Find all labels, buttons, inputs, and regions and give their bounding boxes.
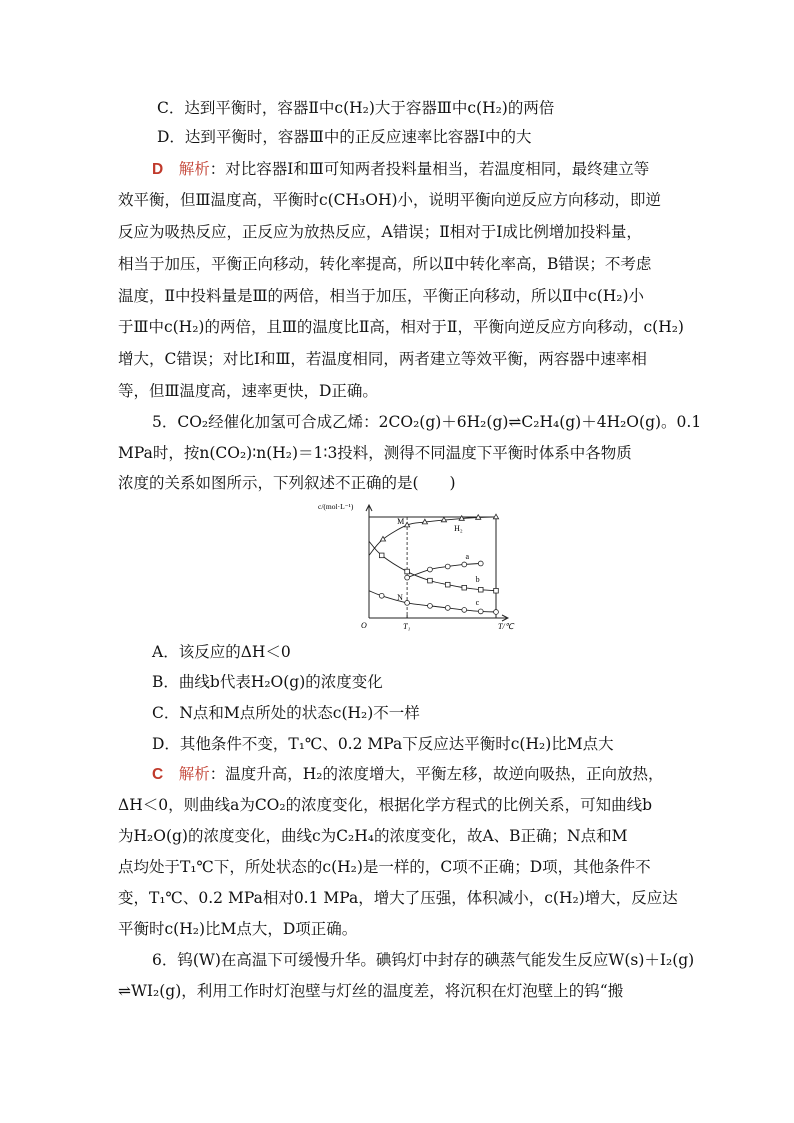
question-6-stem: ⇌WI₂(g)，利用工作时灯泡壁与灯丝的温度差，将沉积在灯泡壁上的钨“搬	[118, 982, 624, 1000]
chart-axes	[366, 505, 508, 621]
analysis-4-first-line	[152, 158, 649, 181]
analysis-text: ：对比容器Ⅰ和Ⅲ可知两者投料量相当，若温度相同，最终建立等	[209, 160, 650, 178]
data-point-3-8	[494, 588, 499, 593]
analysis-4-line: 等，但Ⅲ温度高，速率更快，D正确。	[118, 382, 378, 400]
question-5-stem: 浓度的关系如图所示，下列叙述不正确的是( )	[118, 474, 456, 492]
analysis-4-line: 反应为吸热反应，正反应为放热反应，A错误；Ⅱ相对于Ⅰ成比例增加投料量，	[118, 223, 642, 241]
data-point-2-5	[478, 561, 483, 566]
t1-tick-label: T₁	[403, 622, 411, 631]
x-axis-label: T/℃	[498, 622, 514, 631]
analysis-5-line: 点均处于T₁℃下，所处状态的c(H₂)是一样的，C项不正确；D项，其他条件不	[118, 858, 651, 876]
option-b: B．曲线b代表H₂O(g)的浓度变化	[152, 673, 383, 691]
data-point-1-2	[380, 536, 385, 541]
analysis-4-line: 温度，Ⅱ中投料量是Ⅲ的两倍，相当于加压，平衡正向移动，所以Ⅱ中c(H₂)小	[118, 287, 645, 305]
answer-letter: C	[152, 766, 164, 783]
origin-label: O	[361, 621, 367, 630]
analysis-text: ：温度升高，H₂的浓度增大，平衡左移，故逆向吸热，正向放热，	[209, 765, 664, 783]
annotation-m: M	[397, 517, 405, 527]
question-5-stem: MPa时，按n(CO₂)∶n(H₂)＝1∶3投料，测得不同温度下平衡时体系中各物质	[118, 444, 632, 462]
question-6-stem: 6．钨(W)在高温下可缓慢升华。碘钨灯中封存的碘蒸气能发生反应W(s)＋I₂(g)	[152, 951, 695, 969]
series-label-2: a	[465, 551, 470, 561]
series-line-2	[407, 563, 481, 577]
analysis-4-line: 效平衡，但Ⅲ温度高，平衡时c(CH₃OH)小，说明平衡向逆反应方向移动，即逆	[118, 191, 662, 209]
option-c: C．N点和M点所处的状态c(H₂)不一样	[152, 704, 420, 722]
data-point-4-5	[445, 606, 450, 611]
option-d: D．其他条件不变，T₁℃、0.2 MPa下反应达平衡时c(H₂)比M点大	[152, 735, 614, 753]
data-point-4-7	[478, 609, 483, 614]
data-point-2-2	[428, 567, 433, 572]
data-point-4-2	[379, 593, 384, 598]
concentration-temperature-chart	[318, 498, 522, 633]
series-label-1: H₂	[454, 524, 463, 534]
analysis-5-line: ΔH＜0，则曲线a为CO₂的浓度变化，根据化学方程式的比例关系，可知曲线b	[118, 796, 653, 814]
data-point-2-4	[462, 562, 467, 567]
series-label-3: b	[475, 575, 480, 585]
analysis-4-line: 相当于加压，平衡正向移动，转化率提高，所以Ⅱ中转化率高，B错误；不考虑	[118, 255, 652, 273]
option-c-prev: C．达到平衡时，容器Ⅱ中c(H₂)大于容器Ⅲ中c(H₂)的两倍	[157, 99, 555, 117]
data-point-4-3	[405, 600, 410, 605]
data-point-2-3	[445, 564, 450, 569]
data-point-4-6	[462, 608, 467, 613]
y-axis-label: c/(mol·L⁻¹)	[318, 502, 354, 511]
series-label-4: c	[475, 597, 480, 607]
data-point-4-8	[494, 610, 499, 615]
analysis-label: 解析	[178, 160, 210, 178]
data-point-2-1	[405, 575, 410, 580]
annotation-n: N	[397, 592, 403, 602]
option-a: A．该反应的ΔH＜0	[152, 643, 291, 661]
data-point-3-7	[478, 587, 483, 592]
analysis-4-line: 于Ⅲ中c(H₂)的两倍，且Ⅲ的温度比Ⅱ高，相对于Ⅱ，平衡向逆反应方向移动，c(H₂)	[118, 318, 684, 336]
question-5-stem: 5．CO₂经催化加氢可合成乙烯：2CO₂(g)＋6H₂(g)⇌C₂H₄(g)＋4H₂O(g)。0.1	[152, 413, 702, 431]
data-point-3-3	[405, 569, 410, 574]
answer-letter: D	[152, 161, 164, 178]
data-point-3-5	[445, 582, 450, 587]
analysis-5-first-line	[152, 763, 663, 786]
data-point-4-4	[428, 603, 433, 608]
analysis-5-line: 平衡时c(H₂)比M点大，D项正确。	[118, 920, 358, 938]
analysis-4-line: 增大，C错误；对比Ⅰ和Ⅲ，若温度相同，两者建立等效平衡，两容器中速率相	[118, 350, 647, 368]
option-d-prev: D．达到平衡时，容器Ⅲ中的正反应速率比容器Ⅰ中的大	[157, 128, 532, 146]
data-point-3-6	[462, 585, 467, 590]
data-point-3-4	[428, 578, 433, 583]
data-point-3-2	[379, 553, 384, 558]
analysis-5-line: 为H₂O(g)的浓度变化，曲线c为C₂H₄的浓度变化，故A、B正确；N点和M	[118, 827, 628, 845]
analysis-5-line: 变，T₁℃、0.2 MPa相对0.1 MPa，增大了压强，体积减小，c(H₂)增大，反应达	[118, 889, 678, 907]
analysis-label: 解析	[178, 765, 210, 783]
series-line-1	[369, 517, 496, 555]
